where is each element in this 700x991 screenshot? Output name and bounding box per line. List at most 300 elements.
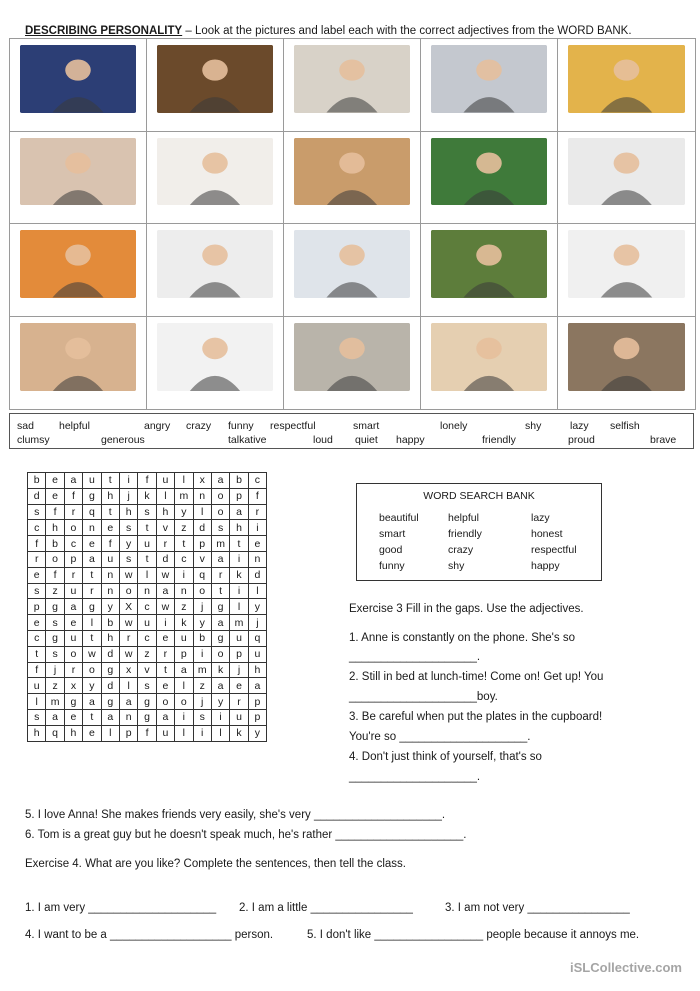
word-search-letter: z	[175, 599, 193, 615]
word-search-letter: n	[248, 551, 266, 567]
word-search-letter: j	[248, 615, 266, 631]
word-search-row	[28, 583, 267, 599]
word-search-letter: g	[83, 599, 101, 615]
word-search-letter: g	[138, 694, 156, 710]
word-search-letter: n	[193, 488, 211, 504]
word-search-letter: v	[156, 520, 174, 536]
word-search-letter: h	[248, 662, 266, 678]
word-search-letter: v	[138, 662, 156, 678]
word-search-letter: o	[119, 583, 137, 599]
word-search-letter: g	[46, 599, 64, 615]
word-search-letter: z	[193, 678, 211, 694]
word-bank-item: angry	[144, 420, 171, 432]
word-search-letter: i	[156, 615, 174, 631]
word-search-letter: s	[138, 504, 156, 520]
word-search-letter: e	[46, 473, 64, 489]
word-search-letter: n	[101, 583, 119, 599]
word-search-letter: i	[175, 567, 193, 583]
word-search-row	[28, 725, 267, 741]
word-search-letter: r	[230, 694, 248, 710]
word-search-letter: f	[46, 567, 64, 583]
word-search-letter: a	[64, 473, 82, 489]
ex3-line: 1. Anne is constantly on the phone. She's so	[349, 632, 575, 644]
word-search-letter: r	[64, 662, 82, 678]
talking-girl-icon	[157, 138, 273, 206]
word-search-letter: u	[64, 630, 82, 646]
word-search-letter: a	[46, 709, 64, 725]
photo-cell	[284, 132, 421, 225]
word-search-letter: s	[28, 504, 46, 520]
word-search-letter: u	[138, 536, 156, 552]
photo-grid	[9, 38, 696, 410]
word-search-bank-word: respectful	[531, 544, 577, 556]
word-search-bank-word: friendly	[448, 528, 482, 540]
word-search-letter: e	[28, 567, 46, 583]
word-search-letter: t	[101, 473, 119, 489]
word-search-letter: s	[138, 678, 156, 694]
word-search-letter: w	[119, 646, 137, 662]
word-search-letter: m	[230, 615, 248, 631]
word-search-letter: d	[101, 646, 119, 662]
word-search-letter: t	[211, 583, 229, 599]
word-search-letter: n	[101, 567, 119, 583]
word-search-letter: c	[138, 630, 156, 646]
word-search-bank-word: honest	[531, 528, 563, 540]
word-search-letter: l	[175, 678, 193, 694]
word-search-letter: t	[28, 646, 46, 662]
word-search-letter: m	[175, 488, 193, 504]
word-bank-item: clumsy	[17, 434, 50, 446]
word-search-letter: e	[156, 678, 174, 694]
word-search-letter: o	[211, 488, 229, 504]
word-search-letter: b	[230, 473, 248, 489]
word-search-letter: s	[119, 520, 137, 536]
word-search-letter: q	[193, 567, 211, 583]
word-search-letter: g	[211, 630, 229, 646]
word-search-letter: u	[138, 615, 156, 631]
word-bank-item: happy	[396, 434, 425, 446]
word-search-letter: q	[46, 725, 64, 741]
word-search-letter: i	[211, 709, 229, 725]
word-search-letter: y	[175, 504, 193, 520]
word-search-letter: p	[119, 725, 137, 741]
ex3-line: You're so ____________________.	[349, 731, 531, 743]
word-bank-item: lazy	[570, 420, 589, 432]
photo-cell	[284, 317, 421, 410]
word-bank-item: generous	[101, 434, 145, 446]
father-daughter-icon	[294, 323, 410, 392]
word-search-letter: t	[83, 567, 101, 583]
spartan-warrior-icon	[157, 45, 273, 113]
word-search-letter: r	[64, 567, 82, 583]
word-search-letter: s	[28, 709, 46, 725]
word-search-letter: t	[83, 709, 101, 725]
word-search-letter: t	[138, 520, 156, 536]
word-bank-item: brave	[650, 434, 677, 446]
word-search-letter: f	[138, 725, 156, 741]
word-search-letter: u	[101, 551, 119, 567]
ex4-sentence-3: 3. I am not very ________________	[445, 902, 630, 914]
word-search-letter: l	[83, 615, 101, 631]
word-search-row	[28, 678, 267, 694]
word-search-row	[28, 536, 267, 552]
word-search-letter: h	[101, 488, 119, 504]
word-search-letter: s	[193, 709, 211, 725]
word-search-bank-word: crazy	[448, 544, 474, 556]
word-search-letter: l	[230, 599, 248, 615]
word-bank-item: shy	[525, 420, 542, 432]
ex3-line6: 6. Tom is a great guy but he doesn't speak much, he's rather ____________________.	[25, 829, 467, 841]
word-search-letter: p	[28, 599, 46, 615]
word-search-letter: u	[230, 709, 248, 725]
word-search-letter: r	[83, 583, 101, 599]
kids-eating-icon	[294, 138, 410, 206]
word-search-letter: i	[193, 725, 211, 741]
photo-cell	[421, 39, 558, 132]
word-bank-item: respectful	[270, 420, 316, 432]
photo-cell	[10, 317, 147, 410]
word-search-letter: r	[211, 567, 229, 583]
word-search-letter: a	[83, 551, 101, 567]
word-search-letter: g	[101, 694, 119, 710]
word-bank-item: proud	[568, 434, 595, 446]
ex3-line: ____________________.	[349, 651, 481, 663]
word-search-letter: c	[28, 520, 46, 536]
word-search-letter: w	[83, 646, 101, 662]
word-search-letter: u	[156, 473, 174, 489]
word-search-letter: o	[193, 583, 211, 599]
word-search-letter: m	[211, 536, 229, 552]
word-search-bank-title: WORD SEARCH BANK	[423, 490, 535, 502]
title-instructions: – Look at the pictures and label each with the correct adjectives from the WORD BANK.	[182, 25, 632, 37]
word-search-letter: p	[230, 488, 248, 504]
title-bold: DESCRIBING PERSONALITY	[25, 25, 183, 37]
word-search-letter: o	[46, 551, 64, 567]
word-search-letter: e	[64, 709, 82, 725]
word-search-letter: o	[156, 694, 174, 710]
word-search-letter: i	[248, 520, 266, 536]
ex3-line: ____________________boy.	[349, 691, 498, 703]
boy-reading-icon	[568, 230, 685, 298]
photo-cell	[421, 132, 558, 225]
photo-cell	[284, 39, 421, 132]
ex3-line: ____________________.	[349, 771, 481, 783]
word-search-letter: p	[230, 646, 248, 662]
sleeping-man-icon	[294, 230, 410, 298]
word-search-bank-word: helpful	[448, 512, 479, 524]
word-search-letter: l	[138, 567, 156, 583]
word-search-letter: a	[211, 615, 229, 631]
word-search-letter: b	[101, 615, 119, 631]
word-search-letter: i	[175, 709, 193, 725]
word-search-letter: a	[248, 678, 266, 694]
photo-cell	[421, 317, 558, 410]
worksheet-title	[25, 25, 632, 37]
word-search-letter: h	[64, 725, 82, 741]
word-search-letter: h	[28, 725, 46, 741]
word-search-letter: u	[230, 630, 248, 646]
word-search-letter: m	[46, 694, 64, 710]
word-bank	[9, 413, 694, 449]
word-search-letter: u	[64, 583, 82, 599]
word-search-letter: s	[119, 551, 137, 567]
smiling-boy-icon	[294, 45, 410, 113]
photo-cell	[10, 132, 147, 225]
word-search-letter: r	[248, 504, 266, 520]
word-bank-item: crazy	[186, 420, 212, 432]
word-search-row	[28, 473, 267, 489]
word-search-letter: f	[64, 488, 82, 504]
word-search-letter: f	[101, 536, 119, 552]
word-search-letter: w	[156, 599, 174, 615]
ex3-line5: 5. I love Anna! She makes friends very easily, she's very ____________________.	[25, 809, 446, 821]
word-search-letter: y	[101, 599, 119, 615]
word-search-letter: f	[46, 504, 64, 520]
word-search-letter: l	[175, 473, 193, 489]
photo-cell	[10, 39, 147, 132]
word-bank-item: loud	[313, 434, 333, 446]
word-search-letter: j	[119, 488, 137, 504]
word-search-letter: t	[156, 662, 174, 678]
word-search-letter: r	[156, 536, 174, 552]
word-search-letter: n	[138, 583, 156, 599]
word-search-letter: a	[119, 694, 137, 710]
word-search-row	[28, 520, 267, 536]
word-search-letter: f	[138, 473, 156, 489]
word-search-letter: p	[248, 694, 266, 710]
word-search-letter: p	[248, 709, 266, 725]
word-search-letter: h	[46, 520, 64, 536]
photo-cell	[147, 317, 284, 410]
word-search-row	[28, 662, 267, 678]
funny-face-icon	[568, 45, 685, 113]
sunset-silhouette-icon	[20, 230, 136, 298]
word-search-letter: z	[175, 520, 193, 536]
ex3-line: 3. Be careful when put the plates in the cupboard!	[349, 711, 603, 723]
word-search-letter: t	[101, 504, 119, 520]
word-search-letter: w	[119, 615, 137, 631]
word-search-letter: b	[193, 630, 211, 646]
word-search-letter: z	[138, 646, 156, 662]
word-search-letter: b	[46, 536, 64, 552]
man-carrying-boxes-icon	[157, 230, 273, 298]
word-search-letter: r	[28, 551, 46, 567]
word-search-row	[28, 488, 267, 504]
sitting-man-icon	[568, 323, 685, 392]
word-search-row	[28, 567, 267, 583]
word-search-letter: h	[119, 504, 137, 520]
word-search-letter: n	[83, 520, 101, 536]
word-bank-item: quiet	[355, 434, 378, 446]
word-search-letter: g	[64, 694, 82, 710]
word-search-letter: a	[101, 709, 119, 725]
word-search-letter: u	[28, 678, 46, 694]
word-search-letter: k	[138, 488, 156, 504]
word-search-letter: h	[230, 520, 248, 536]
word-search-letter: s	[46, 615, 64, 631]
photo-cell	[558, 224, 695, 317]
word-search-letter: o	[175, 694, 193, 710]
word-bank-item: sad	[17, 420, 34, 432]
word-search-bank-word: smart	[379, 528, 406, 540]
word-search-letter: i	[119, 473, 137, 489]
photo-cell	[558, 132, 695, 225]
football-players-icon	[431, 138, 547, 206]
word-search-letter: l	[193, 504, 211, 520]
word-search-letter: d	[193, 520, 211, 536]
word-search-letter: f	[248, 488, 266, 504]
word-search-letter: a	[211, 473, 229, 489]
word-search-letter: o	[83, 662, 101, 678]
word-search-letter: i	[230, 551, 248, 567]
word-search-letter: l	[28, 694, 46, 710]
word-search-letter: v	[193, 551, 211, 567]
word-search-letter: g	[211, 599, 229, 615]
word-search-letter: d	[156, 551, 174, 567]
word-search-letter: a	[156, 583, 174, 599]
exercise3-title: Exercise 3 Fill in the gaps. Use the adjectives.	[349, 603, 584, 615]
word-search-letter: c	[28, 630, 46, 646]
word-search-letter: d	[248, 567, 266, 583]
photo-cell	[147, 224, 284, 317]
word-search-row	[28, 504, 267, 520]
word-search-letter: a	[156, 709, 174, 725]
word-search-row	[28, 646, 267, 662]
word-search-letter: j	[46, 662, 64, 678]
word-search-letter: t	[83, 630, 101, 646]
word-search-letter: c	[64, 536, 82, 552]
word-bank-item: helpful	[59, 420, 90, 432]
word-search-letter: z	[46, 583, 64, 599]
word-search-letter: r	[64, 504, 82, 520]
photo-cell	[421, 224, 558, 317]
word-search-letter: e	[83, 536, 101, 552]
word-search-letter: u	[175, 630, 193, 646]
word-search-letter: p	[64, 551, 82, 567]
photo-cell	[10, 224, 147, 317]
word-search-bank-word: lazy	[531, 512, 550, 524]
word-bank-item: talkative	[228, 434, 267, 446]
word-search-letter: w	[119, 567, 137, 583]
word-search-letter: i	[193, 646, 211, 662]
word-search-letter: o	[211, 646, 229, 662]
word-search-letter: l	[119, 678, 137, 694]
word-search-bank-word: beautiful	[379, 512, 419, 524]
word-search-letter: y	[211, 694, 229, 710]
word-bank-item: funny	[228, 420, 254, 432]
word-search-letter: t	[230, 536, 248, 552]
word-search-letter: y	[83, 678, 101, 694]
ex4-sentence-1: 1. I am very ____________________	[25, 902, 217, 914]
word-search-letter: k	[211, 662, 229, 678]
word-search-letter: l	[248, 583, 266, 599]
word-search-letter: r	[119, 630, 137, 646]
word-search-letter: c	[138, 599, 156, 615]
photo-cell	[147, 132, 284, 225]
word-search-letter: k	[175, 615, 193, 631]
word-bank-item: smart	[353, 420, 380, 432]
word-search-row	[28, 630, 267, 646]
praying-man-icon	[431, 45, 547, 113]
word-search-letter: l	[211, 725, 229, 741]
word-search-letter: q	[248, 630, 266, 646]
word-search-letter: p	[193, 536, 211, 552]
word-search-letter: u	[248, 646, 266, 662]
word-search-letter: o	[211, 504, 229, 520]
word-search-letter: h	[156, 504, 174, 520]
word-search-letter: n	[175, 583, 193, 599]
word-search-bank-word: happy	[531, 560, 560, 572]
word-search-letter: p	[175, 646, 193, 662]
word-search-letter: g	[138, 709, 156, 725]
word-search-row	[28, 694, 267, 710]
girls-sharing-icon	[431, 323, 547, 392]
word-search-letter: e	[101, 520, 119, 536]
word-search-letter: t	[138, 551, 156, 567]
word-search-letter: o	[64, 646, 82, 662]
word-search-letter: j	[193, 694, 211, 710]
word-search-letter: w	[156, 567, 174, 583]
word-search-letter: t	[175, 536, 193, 552]
word-search-letter: u	[156, 725, 174, 741]
word-search-letter: y	[193, 615, 211, 631]
word-search-letter: a	[64, 599, 82, 615]
word-search-letter: e	[248, 536, 266, 552]
word-search-letter: e	[156, 630, 174, 646]
word-search-letter: e	[46, 488, 64, 504]
word-search-bank	[356, 483, 602, 581]
word-search-letter: l	[156, 488, 174, 504]
word-search-letter: s	[211, 520, 229, 536]
word-search-letter: e	[83, 725, 101, 741]
ex3-line: 2. Still in bed at lunch-time! Come on! Get up! You	[349, 671, 604, 683]
word-search-letter: a	[175, 662, 193, 678]
word-search-bank-word: shy	[448, 560, 465, 572]
word-search-letter: d	[101, 678, 119, 694]
businessmen-bowing-icon	[157, 323, 273, 392]
word-search-letter: e	[64, 615, 82, 631]
man-feet-on-desk-icon	[568, 138, 685, 206]
ex4-sentence-4: 4. I want to be a ___________________ person.	[25, 929, 274, 941]
photo-cell	[284, 224, 421, 317]
photo-cell	[558, 317, 695, 410]
word-search-letter: c	[175, 551, 193, 567]
word-bank-item: lonely	[440, 420, 468, 432]
astronauts-icon	[20, 45, 136, 113]
word-search-letter: r	[156, 646, 174, 662]
word-search-letter: j	[193, 599, 211, 615]
word-search-letter: a	[211, 551, 229, 567]
word-search-letter: k	[230, 567, 248, 583]
word-search-letter: g	[101, 662, 119, 678]
mr-bean-icon	[431, 230, 547, 298]
word-search-letter: l	[175, 725, 193, 741]
word-search-letter: X	[119, 599, 137, 615]
word-search-letter: u	[83, 473, 101, 489]
word-search-grid	[27, 472, 267, 742]
word-search-letter: l	[101, 725, 119, 741]
photo-cell	[147, 39, 284, 132]
word-search-letter: h	[101, 630, 119, 646]
word-search-letter: x	[64, 678, 82, 694]
word-search-letter: n	[119, 709, 137, 725]
woman-shouting-icon	[20, 138, 136, 206]
footer-brand: iSLCollective.com	[570, 960, 682, 975]
word-search-letter: d	[28, 488, 46, 504]
word-search-letter: y	[248, 725, 266, 741]
word-search-bank-word: funny	[379, 560, 405, 572]
angry-man-icon	[20, 323, 136, 392]
